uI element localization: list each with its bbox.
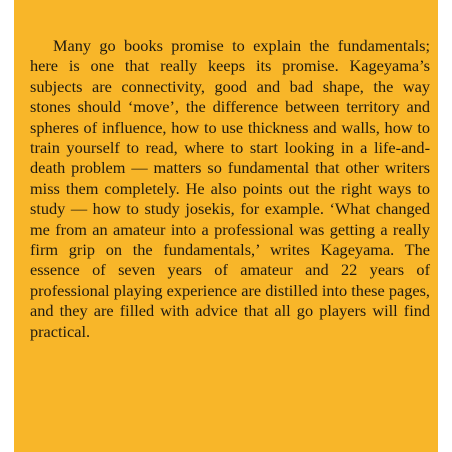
cover-blurb-paragraph: Many go books promise to explain the fundamentals; here is one that really keeps its promise. Kageyama’s subjects are connectivity, good and bad shape, the way stones should ‘move’, the difference between territory and spheres of influence, how to use thickness and walls, how to train yourself to read, where to start looking in a life-and-death problem — matters so fundamental that other writers miss them completely. He also points out the right ways to study — how to study josekis, for example. ‘What changed me from an amateur into a professional was getting a really firm grip on the fundamentals,’ writes Kageyama. The essence of seven years of amateur and 22 years of professional playing experience are distilled into these pages, and they are filled with advice that all go players will find practical.: [30, 36, 430, 341]
